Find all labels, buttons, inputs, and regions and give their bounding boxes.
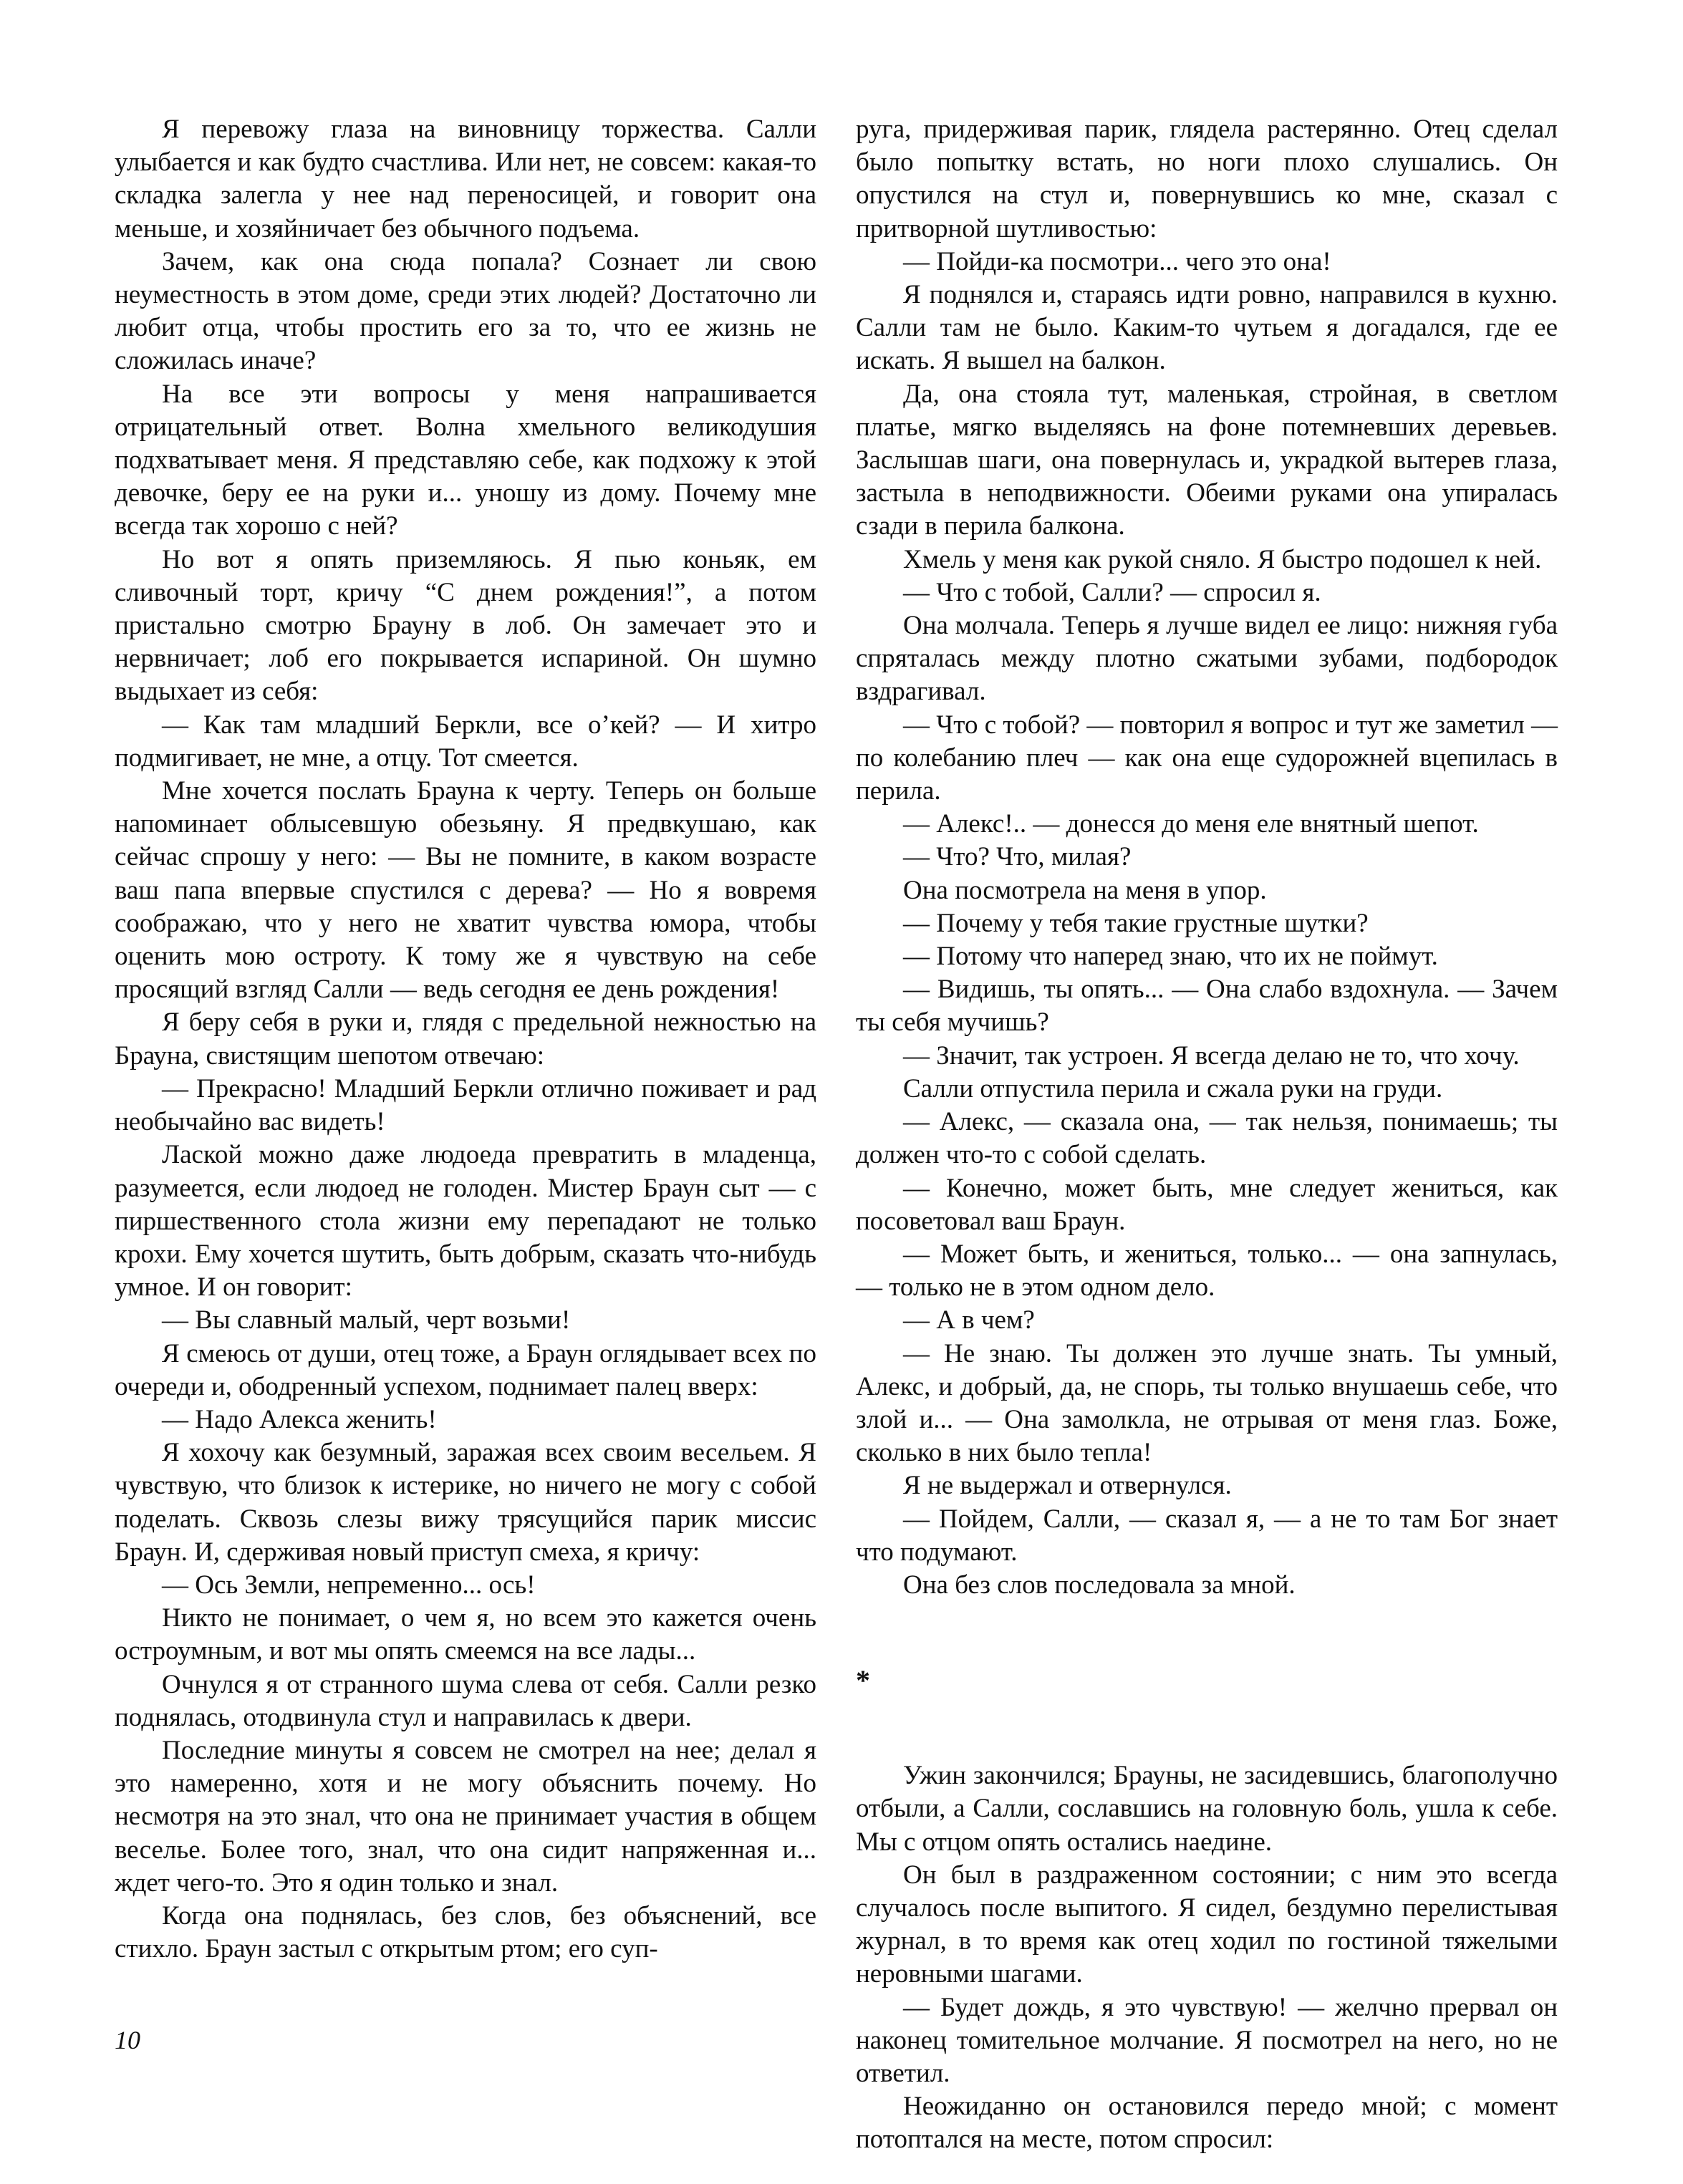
paragraph: Хмель у меня как рукой сняло. Я быстро подошел к ней. (903, 544, 1542, 574)
paragraph: Она посмотрела на меня в упор. (903, 875, 1267, 905)
dialogue-line: — Не знаю. Ты должен это лучше знать. Ты умный, Алекс, и добрый, да, не спорь, ты только внушаешь себе, что злой и... — Она замолкла, не отрывая от меня глаз. Боже, сколько в них было тепла! (856, 1338, 1558, 1468)
paragraph: Мне хочется послать Брауна к черту. Теперь он больше напоминает облысевшую обезьяну. Я предвкушаю, как сейчас спрошу у него: — Вы не помните, в каком возрасте ваш папа впервые спустился с дерева? — Но я вовремя соображаю, что у него не хватит чувства юмора, чтобы оценить мою остроту. К тому же я чувствую на себе просящий взгляд Салли — ведь сегодня ее день рождения! (115, 776, 816, 1005)
dialogue-line: — Вы славный малый, черт возьми! (162, 1305, 571, 1335)
paragraph: Я не выдержал и отвернулся. (903, 1471, 1232, 1501)
dialogue-line: — Будет дождь, я это чувствую! — желчно прервал он наконец томительное молчание. Я посмотрел на него, но не ответил. (856, 1992, 1558, 2088)
continued-paragraph: руга, придерживая парик, глядела растерянно. Отец сделал было попытку встать, но ноги плохо слушались. Он опустился на стул и, повернувшись ко мне, сказал с притворной шутливостью: (856, 115, 1558, 243)
paragraph: Я хохочу как безумный, заражая всех своим весельем. Я чувствую, что близок к истерике, но ничего не могу с собой поделать. Сквозь слезы вижу трясущийся парик миссис Браун. И, сдерживая новый приступ смеха, я кричу: (115, 1438, 816, 1567)
dialogue-line: — Как там младший Беркли, все о’кей? — И хитро подмигивает, не мне, а отцу. Тот смеется. (115, 710, 816, 773)
dialogue-line: — Прекрасно! Младший Беркли отлично поживает и рад необычайно вас видеть! (115, 1073, 816, 1137)
paragraph: Я смеюсь от души, отец тоже, а Браун оглядывает всех по очереди и, ободренный успехом, поднимает палец вверх: (115, 1338, 816, 1401)
paragraph: Последние минуты я совсем не смотрел на нее; делал я это намеренно, хотя и не могу объяснить почему. Но несмотря на это знал, что она не принимает участия в общем веселье. Более того, знал, что она сидит напряженная и... ждет чего-то. Это я один только и знал. (115, 1735, 816, 1898)
paragraph: Но вот я опять приземляюсь. Я пью коньяк, ем сливочный торт, кричу “С днем рождения!”, а потом пристально смотрю Брауну в лоб. Он замечает это и нервничает; лоб его покрывается испариной. Он шумно выдыхает из себя: (115, 544, 816, 707)
paragraph: Он был в раздраженном состоянии; с ним это всегда случалось после выпитого. Я сидел, бездумно перелистывая журнал, в то время как отец ходил по гостиной тяжелыми неровными шагами. (856, 1860, 1558, 1989)
dialogue-line: — Почему у тебя такие грустные шутки? (903, 908, 1369, 938)
paragraph: Я поднялся и, стараясь идти ровно, направился в кухню. Салли там не было. Каким-то чутьем я догадался, где ее искать. Я вышел на балкон. (856, 280, 1558, 376)
paragraph: Салли отпустила перила и сжала руки на груди. (903, 1073, 1443, 1103)
dialogue-line: — Что с тобой, Салли? — спросил я. (903, 577, 1321, 607)
dialogue-line: — Может быть, и жениться, только... — она запнулась, — только не в этом одном дело. (856, 1239, 1558, 1303)
paragraph: Когда она поднялась, без слов, без объяснений, все стихло. Браун застыл с открытым ртом; его суп- (115, 1900, 816, 1964)
right-text-column (856, 113, 1558, 2157)
paragraph: Неожиданно он остановился передо мной; с момент потоптался на месте, потом спросил: (856, 2092, 1558, 2155)
paragraph: Я беру себя в руки и, глядя с предельной нежностью на Брауна, свистящим шепотом отвечаю: (115, 1008, 816, 1071)
dialogue-line: — Пойдем, Салли, — сказал я, — а не то там Бог знает что подумают. (856, 1504, 1558, 1567)
dialogue-line: — Пойди-ка посмотри... чего это она! (903, 246, 1331, 276)
dialogue-line: — Конечно, может быть, мне следует жениться, как посоветовал ваш Браун. (856, 1173, 1558, 1236)
section-separator: * (856, 1664, 870, 1697)
paragraph: Очнулся я от странного шума слева от себя. Салли резко поднялась, отодвинула стул и направилась к двери. (115, 1669, 816, 1732)
paragraph: Зачем, как она сюда попала? Сознает ли свою неуместность в этом доме, среди этих людей? Достаточно ли любит отца, чтобы простить его за то, что ее жизнь не сложилась иначе? (115, 246, 816, 376)
paragraph: На все эти вопросы у меня напрашивается отрицательный ответ. Волна хмельного великодушия подхватывает меня. Я представляю себе, как подхожу к этой девочке, беру ее на руки и... уношу из дому. Почему мне всегда так хорошо с ней? (115, 379, 816, 541)
page-number: 10 (115, 2026, 140, 2054)
dialogue-line: — Алекс, — сказала она, — так нельзя, понимаешь; ты должен что-то с собой сделать. (856, 1107, 1558, 1170)
paragraph: Я перевожу глаза на виновницу торжества. Салли улыбается и как будто счастлива. Или нет, не совсем: какая-то складка залегла у нее над переносицей, и говорит она меньше, и хозяйничает без обычного подъема. (115, 115, 816, 243)
dialogue-line: — Алекс!.. — донесся до меня еле внятный шепот. (903, 809, 1479, 839)
dialogue-line: — Надо Алекса женить! (162, 1404, 437, 1434)
dialogue-line: — А в чем? (903, 1305, 1035, 1335)
dialogue-line: — Что с тобой? — повторил я вопрос и тут же заметил — по колебанию плеч — как она еще судорожней вцепилась в перила. (856, 710, 1558, 806)
paragraph: Ужин закончился; Брауны, не засидевшись, благополучно отбыли, а Салли, сославшись на головную боль, ушла к себе. Мы с отцом опять остались наедине. (856, 1761, 1558, 1857)
dialogue-line: — Потому что наперед знаю, что их не поймут. (903, 942, 1438, 972)
paragraph: Она без слов последовала за мной. (903, 1570, 1296, 1600)
paragraph: Лаской можно даже людоеда превратить в младенца, разумеется, если людоед не голоден. Мистер Браун сыт — с пиршественного стола жизни ему перепадают не только крохи. Ему хочется шутить, быть добрым, сказать что-нибудь умное. И он говорит: (115, 1140, 816, 1303)
left-text-column (115, 113, 816, 1966)
dialogue-line: — Значит, так устроен. Я всегда делаю не то, что хочу. (903, 1040, 1520, 1071)
paragraph: Она молчала. Теперь я лучше видел ее лицо: нижняя губа спряталась между плотно сжатыми зубами, подбородок вздрагивал. (856, 611, 1558, 707)
paragraph: Да, она стояла тут, маленькая, стройная, в светлом платье, мягко выделяясь на фоне потемневших деревьев. Заслышав шаги, она повернулась и, украдкой вытерев глаза, застыла в неподвижности. Обеими руками она упиралась сзади в перила балкона. (856, 379, 1558, 541)
dialogue-line: — Видишь, ты опять... — Она слабо вздохнула. — Зачем ты себя мучишь? (856, 975, 1558, 1038)
paragraph: Никто не понимает, о чем я, но всем это кажется очень остроумным, и вот мы опять смеемся на все лады... (115, 1603, 816, 1666)
dialogue-line: — Ось Земли, непременно... ось! (162, 1570, 536, 1600)
dialogue-line: — Что? Что, милая? (903, 842, 1132, 872)
